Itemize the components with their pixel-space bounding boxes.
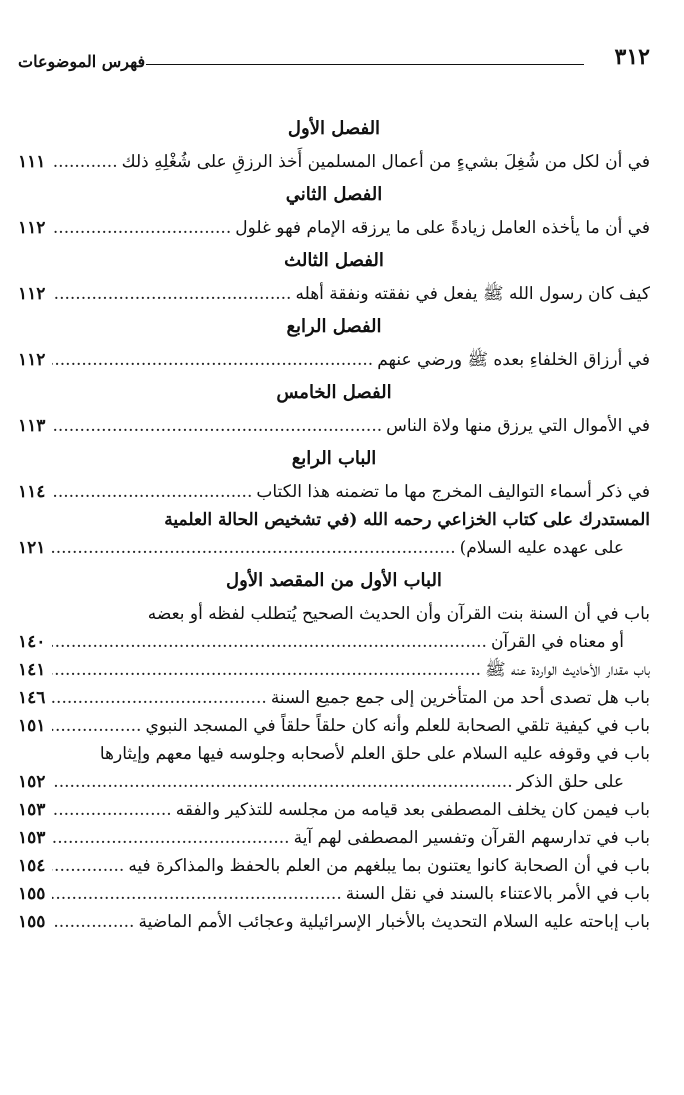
entry-page-number: ١١٣: [18, 416, 46, 436]
index-entry: [18, 684, 650, 712]
section-heading: الفصل الخامس: [276, 382, 392, 403]
section-heading: الباب الأول من المقصد الأول: [226, 570, 442, 591]
index-entry: [18, 656, 650, 684]
entry-page-number: ١٥٥: [18, 884, 46, 904]
index-entry: [18, 908, 650, 936]
entry-page-number: ١٥١: [18, 716, 46, 736]
page-number: ٣١٢: [614, 44, 650, 70]
index-entry: [18, 148, 650, 176]
leader-dots: [52, 534, 460, 562]
entry-text: على حلق الذكر: [516, 772, 624, 792]
entry-text: المستدرك على كتاب الخزاعي رحمه الله (في تشخيص الحالة العلمية: [164, 510, 650, 530]
entry-text: في ذكر أسماء التواليف المخرج مها ما تضمنه هذا الكتاب: [256, 482, 650, 502]
leader-dots: [52, 656, 485, 684]
section-heading: الفصل الأول: [287, 118, 381, 139]
entry-text: في أن ما يأخذه العامل زيادةً على ما يرزقه الإمام فهو غلول: [235, 218, 650, 238]
entry-text: باب مقدار الأحاديث الواردة عنه ﷺ: [485, 660, 650, 680]
entry-text: باب في كيفية تلقي الصحابة للعلم وأنه كان حلقاً حلقاً في المسجد النبوي: [145, 716, 650, 736]
leader-dots: [52, 824, 294, 852]
leader-dots: [52, 712, 145, 740]
section-heading: الباب الرابع: [291, 448, 377, 469]
leader-dots: [52, 768, 517, 796]
running-title: فهرس الموضوعات: [18, 52, 146, 71]
index-entry: [18, 880, 650, 908]
index-entry: [18, 852, 650, 880]
section-heading: الفصل الثالث: [284, 250, 384, 271]
index-entry: [18, 712, 650, 740]
entry-page-number: ١١١: [18, 152, 46, 172]
section-heading: الفصل الرابع: [286, 316, 382, 337]
index-entry: [18, 824, 650, 852]
entry-text: في أن لكل من شُغِلَ بشيءٍ من أعمال المسلمين أَخذ الرزقِ على شُغْلِهِ ذلك: [121, 152, 650, 172]
leader-dots: [52, 148, 122, 176]
entry-text: باب هل تصدى أحد من المتأخرين إلى جمع جميع السنة: [270, 688, 650, 708]
leader-dots: [52, 280, 295, 308]
entry-text: على عهده عليه السلام): [459, 538, 624, 558]
entry-page-number: ١٥٢: [18, 772, 46, 792]
leader-dots: [52, 796, 176, 824]
entry-page-number: ١٤١: [18, 660, 46, 680]
index-entry: [18, 534, 650, 562]
entry-page-number: ١٥٤: [18, 856, 46, 876]
index-entry: [18, 214, 650, 242]
leader-dots: [52, 346, 377, 374]
entry-text: باب في الأمر بالاعتناء بالسند في نقل السنة: [345, 884, 650, 904]
entry-page-number: ١٤٠: [18, 632, 46, 652]
index-entry: [18, 412, 650, 440]
leader-dots: [52, 852, 128, 880]
entry-text: باب في وقوفه عليه السلام على حلق العلم لأصحابه وجلوسه فيها معهم وإيثارها: [99, 744, 650, 764]
index-entry: [18, 628, 650, 656]
leader-dots: [52, 880, 346, 908]
index-entry: [18, 478, 650, 506]
entry-text: في الأموال التي يرزق منها ولاة الناس: [386, 416, 650, 436]
entry-text: في أرزاق الخلفاءِ بعده ﷺ ورضي عنهم: [377, 350, 650, 370]
entry-text: باب إباحته عليه السلام التحديث بالأخبار الإسرائيلية وعجائب الأمم الماضية: [138, 912, 650, 932]
header-rule: [146, 64, 584, 65]
entry-page-number: ١٢١: [18, 538, 46, 558]
entry-text: باب في تدارسهم القرآن وتفسير المصطفى لهم آية: [293, 828, 650, 848]
entry-page-number: ١١٢: [18, 218, 46, 238]
index-entry: [18, 280, 650, 308]
entry-text: أو معناه في القرآن: [490, 632, 624, 652]
index-entry: [18, 768, 650, 796]
entry-page-number: ١٥٥: [18, 912, 46, 932]
entry-page-number: ١١٢: [18, 284, 46, 304]
entry-text: باب في أن الصحابة كانوا يعتنون بما يبلغهم من العلم بالحفظ والمذاكرة فيه: [128, 856, 650, 876]
entry-text: كيف كان رسول الله ﷺ يفعل في نفقته ونفقة أهله: [295, 284, 650, 304]
leader-dots: [52, 214, 235, 242]
index-page: [18, 40, 650, 1095]
index-entry: [18, 346, 650, 374]
entry-page-number: ١٤٦: [18, 688, 46, 708]
entry-page-number: ١١٢: [18, 350, 46, 370]
entry-text: باب في أن السنة بنت القرآن وأن الحديث الصحيح يُتطلب لفظه أو بعضه: [147, 604, 650, 624]
entry-page-number: ١٥٣: [18, 828, 46, 848]
leader-dots: [52, 684, 271, 712]
leader-dots: [52, 412, 386, 440]
leader-dots: [52, 908, 138, 936]
leader-dots: [52, 478, 256, 506]
page-header: [18, 40, 650, 80]
entry-text: باب فيمن كان يخلف المصطفى بعد قيامه من مجلسه للتذكير والفقه: [175, 800, 650, 820]
table-of-contents: [18, 110, 650, 936]
index-entry: [18, 796, 650, 824]
entry-page-number: ١١٤: [18, 482, 46, 502]
leader-dots: [52, 628, 491, 656]
section-heading: الفصل الثاني: [285, 184, 383, 205]
entry-page-number: ١٥٣: [18, 800, 46, 820]
